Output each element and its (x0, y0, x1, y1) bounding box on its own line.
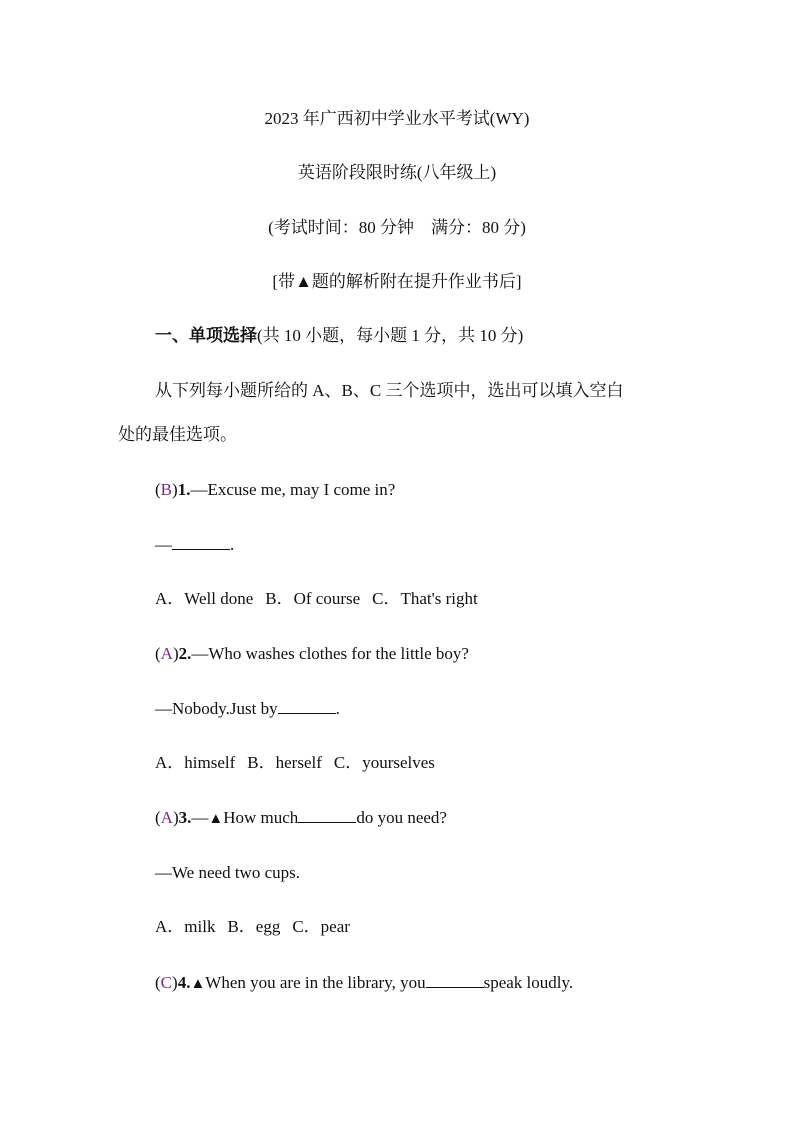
option-b: B．Of course (265, 589, 361, 608)
section-heading-detail: (共 10 小题，每小题 1 分，共 10 分) (257, 326, 524, 345)
options-3 (155, 916, 362, 938)
response-3: —We need two cups. (155, 863, 300, 882)
question-number-1: 1. (177, 480, 191, 499)
instruction-line-2: 处的最佳选项。 (118, 425, 237, 444)
question-number-4: 4. (177, 973, 191, 992)
answer-blank (278, 699, 336, 714)
exam-info: (考试时间：80 分钟 满分：80 分) (268, 218, 526, 237)
option-c: C．That's right (372, 589, 478, 608)
options-1 (155, 588, 490, 610)
section-heading-label: 一、单项选择 (155, 326, 257, 345)
option-a: A．himself (155, 753, 236, 772)
answer-blank (426, 973, 484, 988)
exam-note: [带▲题的解析附在提升作业书后] (272, 272, 522, 291)
option-c: C．yourselves (333, 753, 435, 772)
question-4: (C)4.▲When you are in the library, you speak loudly. (155, 973, 574, 992)
option-a: A．milk (155, 917, 216, 936)
question-text-2: —Who washes clothes for the little boy? (191, 644, 469, 663)
option-b: B．egg (227, 917, 281, 936)
option-a: A．Well done (155, 589, 254, 608)
triangle-icon: ▲ (190, 976, 206, 992)
answer-blank (298, 808, 356, 823)
answer-2: A (160, 644, 173, 663)
option-c: C．pear (292, 917, 350, 936)
response-1: — . (155, 535, 235, 554)
question-2: (A)2.—Who washes clothes for the little boy? (155, 644, 469, 663)
options-2 (155, 752, 447, 774)
answer-1: B (160, 480, 173, 499)
exam-subtitle: 英语阶段限时练(八年级上) (297, 163, 497, 182)
question-1: (B)1.—Excuse me, may I come in? (155, 480, 396, 499)
exam-title: 2023 年广西初中学业水平考试(WY) (264, 109, 530, 128)
section-heading (155, 325, 523, 347)
answer-4: C (160, 973, 173, 992)
triangle-icon: ▲ (208, 811, 224, 827)
answer-3: A (160, 808, 173, 827)
instruction-line-1: 从下列每小题所给的 A、B、C 三个选项中，选出可以填入空白 (155, 381, 624, 400)
response-2: —Nobody.Just by . (155, 699, 340, 718)
question-number-2: 2. (178, 644, 192, 663)
question-3: (A)3.—▲How much do you need? (155, 808, 447, 827)
answer-blank (172, 535, 230, 550)
question-text-1: —Excuse me, may I come in? (190, 480, 396, 499)
question-number-3: 3. (178, 808, 192, 827)
option-b: B．herself (247, 753, 322, 772)
